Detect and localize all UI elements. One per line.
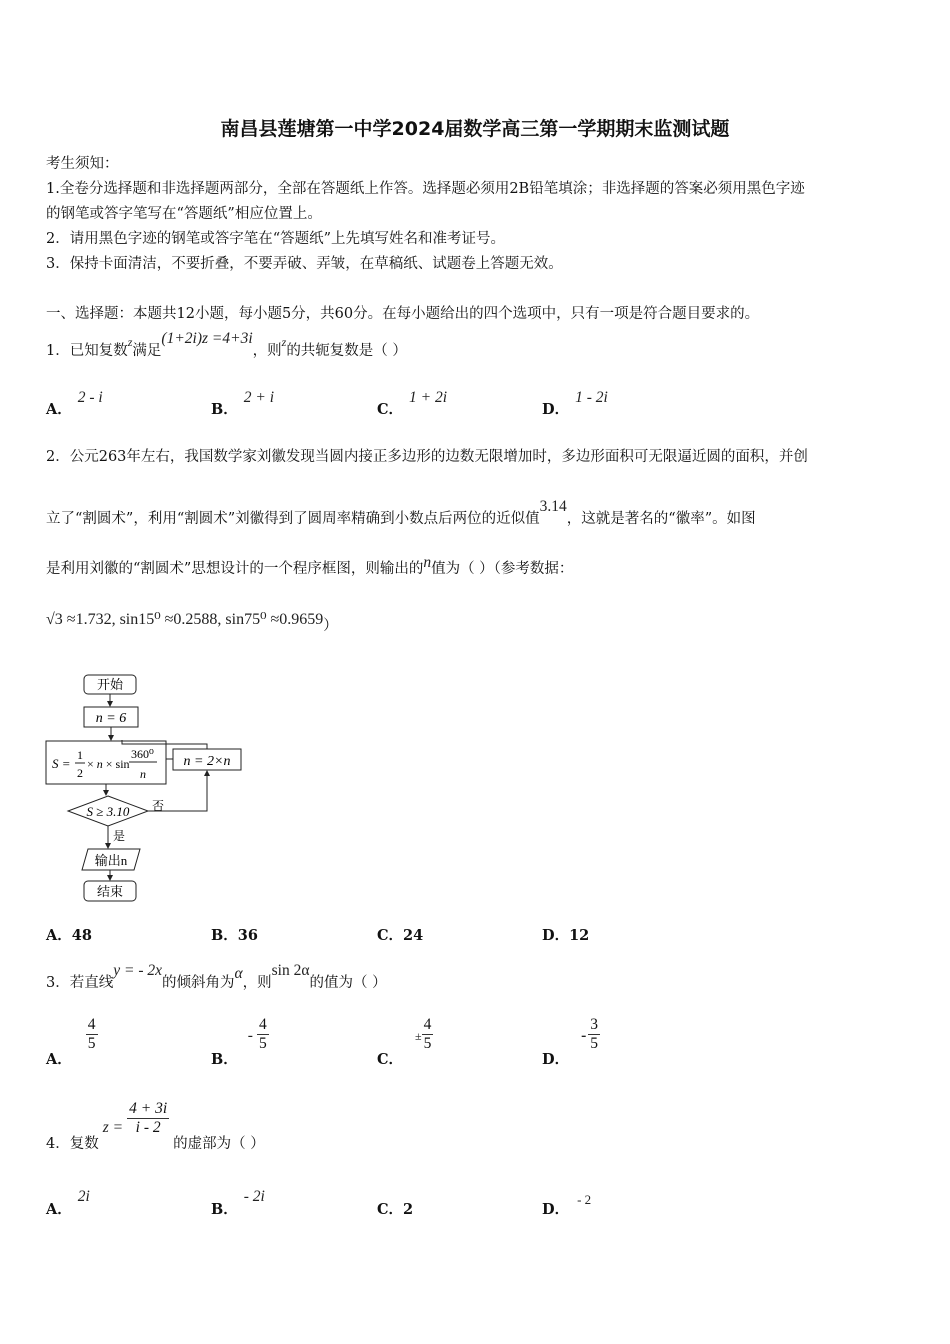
notice-item-2: 2．请用黑色字迹的钢笔或答字笔在“答题纸”上先填写姓名和准考证号。 (46, 231, 506, 247)
q2-option-d[interactable]: D．12 (542, 927, 590, 944)
notice-item-1-cont: 的钢笔或答字笔写在“答题纸”相应位置上。 (46, 206, 322, 222)
question-2-line-3: 是利用刘徽的“割圆术”思想设计的一个程序框图，则输出的n值为（ ）（参考数据： (46, 554, 574, 577)
q3-option-b[interactable]: B．- $\frac{4}{5}$ (211, 1016, 267, 1069)
question-1: 1．已知复数$^z$满足(1+2i)z =4+3i，则$^z$的共轭复数是（ ） (46, 330, 407, 359)
flow-init-label: n = 6 (95, 711, 127, 726)
flow-formula-half-den: 2 (77, 766, 83, 780)
flow-no-label: 否 (152, 799, 165, 813)
q3-option-a[interactable]: A． $\frac{4}{5}$ (46, 1016, 96, 1069)
q3-option-d-frac: $\frac{3}{5}$ (590, 1016, 598, 1052)
flowchart (40, 670, 260, 910)
section-header: 一、选择题：本题共12小题，每小题5分，共60分。在每小题给出的四个选项中，只有一项是符合题目要求的。 (46, 306, 760, 322)
q2-option-c[interactable]: C．24 (377, 927, 424, 944)
flow-end-label: 结束 (96, 884, 124, 899)
question-2-line-2: 立了“割圆术”，利用“割圆术”刘徽得到了圆周率精确到小数点后两位的近似值3.14，这就是著名的“徽率”。如图 (46, 498, 756, 527)
question-2-reference-data: √3 ≈1.732, sin15⁰ ≈0.2588, sin75⁰ ≈0.9659） (46, 611, 338, 634)
q3-option-c-frac: $\frac{4}{5}$ (423, 1016, 432, 1052)
notice-header: 考生须知： (46, 156, 119, 172)
flow-formula-s: S = (52, 756, 71, 771)
q4-option-c[interactable]: C．2 (377, 1201, 414, 1218)
q3-option-a-frac: $\frac{4}{5}$ (87, 1016, 96, 1052)
flow-formula-angle: 360⁰ (131, 747, 154, 761)
page-title: 南昌县莲塘第一中学2024届数学高三第一学期期末监测试题 (220, 118, 730, 140)
q3-option-c[interactable]: C．± $\frac{4}{5}$ (377, 1016, 432, 1069)
q1-option-a[interactable]: A．2 - i (46, 389, 103, 418)
q3-option-b-frac: $\frac{4}{5}$ (258, 1016, 267, 1052)
q1-option-b[interactable]: B．2 + i (211, 389, 275, 418)
flow-formula-mid: × n × sin (87, 757, 130, 771)
q4-option-a[interactable]: A．2i (46, 1188, 90, 1218)
notice-item-3: 3．保持卡面清洁，不要折叠，不要弄破、弄皱，在草稿纸、试题卷上答题无效。 (46, 256, 563, 272)
flow-decision-label: S ≥ 3.10 (86, 804, 130, 819)
flow-output-label: 输出n (94, 853, 128, 868)
flow-update-label: n = 2×n (183, 754, 231, 769)
notice-item-1: 1.全卷分选择题和非选择题两部分，全部在答题纸上作答。选择题必须用2B铅笔填涂；非选择题的答案必须用黑色字迹 (46, 181, 805, 197)
flow-formula-half-num: 1 (77, 748, 83, 762)
q3-option-d[interactable]: D．- $\frac{3}{5}$ (542, 1016, 598, 1069)
flow-yes-label: 是 (113, 829, 126, 843)
flow-formula-n: n (140, 767, 146, 781)
q4-option-b[interactable]: B．- 2i (211, 1188, 265, 1218)
question-4: 4．复数z = $\frac{4 + 3i}{i - 2}$ 的虚部为（ ） (46, 1100, 265, 1153)
q4-fraction: $\frac{4 + 3i}{i - 2}$ (129, 1100, 168, 1136)
q1-option-c[interactable]: C．1 + 2i (377, 389, 448, 418)
q2-option-a[interactable]: A．48 (46, 927, 92, 944)
q2-option-b[interactable]: B．36 (211, 927, 258, 944)
flow-start-label: 开始 (96, 677, 124, 692)
question-3: 3．若直线y = - 2x的倾斜角为α，则sin 2α的值为（ ） (46, 962, 387, 991)
q1-option-d[interactable]: D．1 - 2i (542, 389, 608, 418)
q4-option-d[interactable]: D．- 2 (542, 1192, 592, 1218)
question-2-line-1: 2．公元263年左右，我国数学家刘徽发现当圆内接正多边形的边数无限增加时，多边形面积可无限逼近圆的面积，并创 (46, 449, 808, 465)
